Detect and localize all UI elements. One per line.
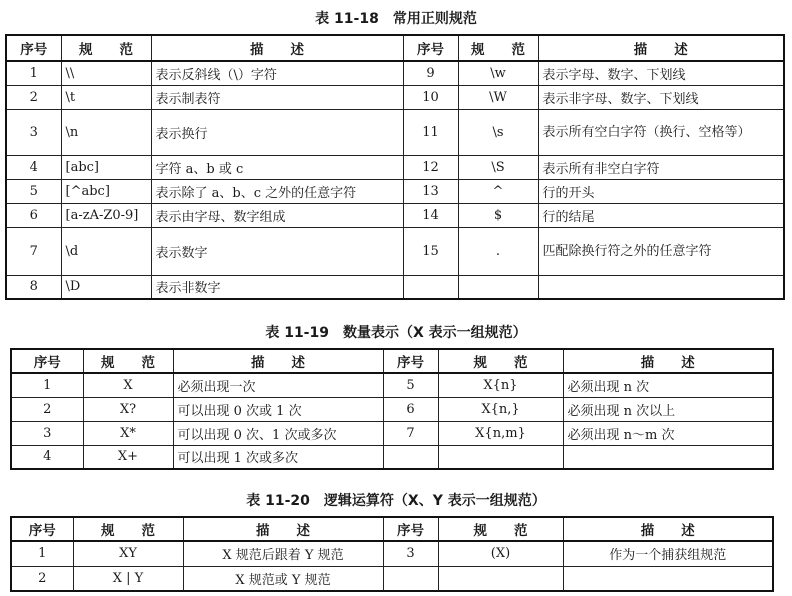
cell-desc <box>563 445 773 469</box>
cell-no: 6 <box>6 203 61 227</box>
cell-desc: 行的开头 <box>538 179 784 203</box>
cell-no: 7 <box>6 227 61 275</box>
table-row <box>11 397 773 421</box>
cell-desc: 可以出现 1 次或多次 <box>173 445 383 469</box>
header-no: 序号 <box>11 517 73 541</box>
cell-no: 4 <box>6 155 61 179</box>
cell-desc: 表示反斜线（\）字符 <box>151 61 403 85</box>
cell-desc: 表示由字母、数字组成 <box>151 203 403 227</box>
cell-no: 8 <box>6 275 61 299</box>
cell-no: 2 <box>11 397 83 421</box>
cell-spec: X | Y <box>73 566 183 591</box>
cell-spec: \s <box>458 109 538 155</box>
cell-desc: 作为一个捕获组规范 <box>563 541 773 566</box>
cell-spec: X{n,m} <box>438 421 563 445</box>
cell-no: 3 <box>11 421 83 445</box>
table-row <box>6 203 784 227</box>
cell-no <box>383 445 438 469</box>
cell-spec: \S <box>458 155 538 179</box>
cell-no: 14 <box>403 203 458 227</box>
cell-spec: \n <box>61 109 151 155</box>
cell-spec: . <box>458 227 538 275</box>
cell-desc: 表示非数字 <box>151 275 403 299</box>
cell-no: 3 <box>383 541 438 566</box>
cell-desc: 必须出现一次 <box>173 373 383 397</box>
cell-spec <box>458 275 538 299</box>
cell-no: 2 <box>6 85 61 109</box>
table-row <box>6 155 784 179</box>
cell-no: 1 <box>11 541 73 566</box>
header-no: 序号 <box>6 35 61 61</box>
header-no: 序号 <box>383 349 438 373</box>
cell-no: 6 <box>383 397 438 421</box>
cell-spec: \\ <box>61 61 151 85</box>
table-header-row <box>11 517 773 541</box>
cell-spec: \W <box>458 85 538 109</box>
cell-spec: [a-zA-Z0-9] <box>61 203 151 227</box>
cell-desc: 表示非字母、数字、下划线 <box>538 85 784 109</box>
cell-desc: 可以出现 0 次或 1 次 <box>173 397 383 421</box>
cell-spec: X+ <box>83 445 173 469</box>
cell-desc: 表示数字 <box>151 227 403 275</box>
cell-spec: [abc] <box>61 155 151 179</box>
table-row <box>6 227 784 275</box>
table-11-19-caption: 表 11-19 数量表示（X 表示一组规范） <box>265 325 527 341</box>
header-desc: 描 述 <box>183 517 383 541</box>
cell-desc: 必须出现 n～m 次 <box>563 421 773 445</box>
header-desc: 描 述 <box>151 35 403 61</box>
table-11-20 <box>10 516 774 592</box>
cell-desc: 表示除了 a、b、c 之外的任意字符 <box>151 179 403 203</box>
cell-desc: X 规范后跟着 Y 规范 <box>183 541 383 566</box>
cell-no: 5 <box>6 179 61 203</box>
header-desc: 描 述 <box>563 349 773 373</box>
cell-desc: 必须出现 n 次以上 <box>563 397 773 421</box>
table-11-18-caption: 表 11-18 常用正则规范 <box>315 11 477 27</box>
cell-spec: X{n,} <box>438 397 563 421</box>
table-row <box>6 85 784 109</box>
cell-no: 3 <box>6 109 61 155</box>
table-row <box>6 275 784 299</box>
cell-spec: \d <box>61 227 151 275</box>
header-desc: 描 述 <box>173 349 383 373</box>
cell-desc: 表示所有非空白字符 <box>538 155 784 179</box>
table-row <box>11 566 773 591</box>
cell-no <box>403 275 458 299</box>
header-spec: 规 范 <box>438 349 563 373</box>
table-row <box>11 541 773 566</box>
cell-desc: 表示所有空白字符（换行、空格等） <box>538 109 784 155</box>
cell-no: 2 <box>11 566 73 591</box>
cell-desc: 必须出现 n 次 <box>563 373 773 397</box>
cell-no: 5 <box>383 373 438 397</box>
header-desc: 描 述 <box>563 517 773 541</box>
cell-no: 15 <box>403 227 458 275</box>
cell-desc <box>563 566 773 591</box>
cell-spec: X{n} <box>438 373 563 397</box>
cell-desc: 行的结尾 <box>538 203 784 227</box>
cell-spec: \w <box>458 61 538 85</box>
cell-desc: 匹配除换行符之外的任意字符 <box>538 227 784 275</box>
cell-spec: \t <box>61 85 151 109</box>
cell-spec: [^abc] <box>61 179 151 203</box>
cell-desc: 表示换行 <box>151 109 403 155</box>
cell-spec: $ <box>458 203 538 227</box>
table-row <box>11 421 773 445</box>
table-row <box>11 373 773 397</box>
cell-desc <box>538 275 784 299</box>
cell-spec <box>438 566 563 591</box>
header-no: 序号 <box>11 349 83 373</box>
table-11-18 <box>5 34 785 300</box>
cell-desc: X 规范或 Y 规范 <box>183 566 383 591</box>
header-spec: 规 范 <box>61 35 151 61</box>
cell-no: 7 <box>383 421 438 445</box>
cell-desc: 表示制表符 <box>151 85 403 109</box>
cell-no: 1 <box>6 61 61 85</box>
cell-desc: 字符 a、b 或 c <box>151 155 403 179</box>
cell-spec: XY <box>73 541 183 566</box>
header-spec: 规 范 <box>438 517 563 541</box>
cell-spec: X <box>83 373 173 397</box>
header-no: 序号 <box>403 35 458 61</box>
header-spec: 规 范 <box>83 349 173 373</box>
cell-desc: 表示字母、数字、下划线 <box>538 61 784 85</box>
header-spec: 规 范 <box>73 517 183 541</box>
table-11-20-caption: 表 11-20 逻辑运算符（X、Y 表示一组规范） <box>246 493 546 509</box>
cell-spec: \D <box>61 275 151 299</box>
header-no: 序号 <box>383 517 438 541</box>
cell-spec <box>438 445 563 469</box>
cell-no: 4 <box>11 445 83 469</box>
cell-spec: (X) <box>438 541 563 566</box>
cell-spec: X* <box>83 421 173 445</box>
table-row <box>6 61 784 85</box>
cell-no: 9 <box>403 61 458 85</box>
cell-no: 1 <box>11 373 83 397</box>
table-row <box>6 109 784 155</box>
cell-spec: X? <box>83 397 173 421</box>
cell-desc: 可以出现 0 次、1 次或多次 <box>173 421 383 445</box>
header-spec: 规 范 <box>458 35 538 61</box>
header-desc: 描 述 <box>538 35 784 61</box>
cell-no: 10 <box>403 85 458 109</box>
cell-no: 12 <box>403 155 458 179</box>
table-11-19 <box>10 348 774 470</box>
cell-no: 11 <box>403 109 458 155</box>
cell-spec: ^ <box>458 179 538 203</box>
table-row <box>6 179 784 203</box>
cell-no <box>383 566 438 591</box>
table-header-row <box>11 349 773 373</box>
table-header-row <box>6 35 784 61</box>
table-row <box>11 445 773 469</box>
cell-no: 13 <box>403 179 458 203</box>
